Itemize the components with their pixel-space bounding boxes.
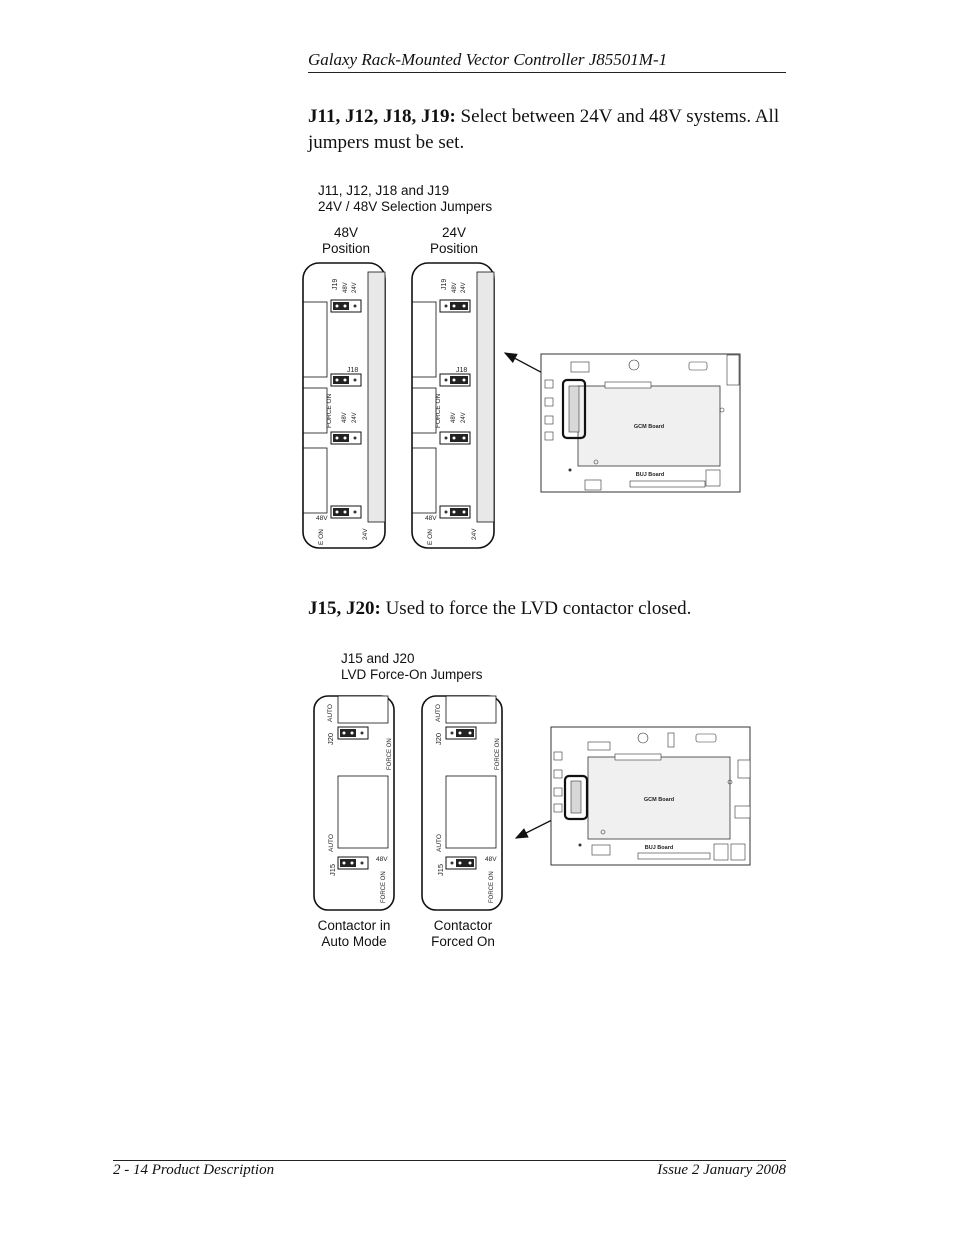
label-48v: 48V (425, 515, 437, 522)
gcm-board-label: GCM Board (633, 424, 665, 430)
label-j15: J15 (328, 863, 337, 876)
label-48v: 48V (343, 282, 349, 293)
label-24v: 24V (471, 528, 478, 540)
label-j19: J19 (332, 278, 339, 290)
label-force-on: FORCE ON (435, 393, 442, 428)
buj-board-label: BUJ Board (635, 472, 665, 478)
label-24v: 24V (352, 282, 358, 293)
label-24v: 24V (461, 282, 467, 293)
figure2-caption-line2: LVD Force-On Jumpers (341, 667, 483, 682)
panel-48v-label-line1: 48V (333, 225, 359, 240)
panel-auto-mode-label-line1: Contactor in (317, 918, 391, 933)
label-j19: J19 (441, 278, 448, 290)
label-24v: 24V (461, 412, 467, 423)
label-24v: 24V (352, 412, 358, 423)
label-auto: AUTO (327, 704, 334, 722)
label-48v: 48V (451, 412, 457, 423)
figure2-caption-line1: J15 and J20 (341, 651, 415, 666)
label-force-on: FORCE ON (387, 738, 393, 770)
label-24v: 24V (362, 528, 369, 540)
panel-auto-mode-label-line2: Auto Mode (321, 934, 387, 949)
heading-bold: J11, J12, J18, J19: (308, 106, 456, 127)
label-48v: 48V (452, 282, 458, 293)
label-force-on: FORCE ON (381, 871, 387, 903)
footer-right: Issue 2 January 2008 (657, 1162, 786, 1178)
label-48v: 48V (316, 515, 328, 522)
label-j18: J18 (347, 367, 359, 374)
label-48v: 48V (485, 856, 497, 863)
panel-24v-label-line2: Position (429, 241, 479, 256)
label-j20: J20 (326, 732, 335, 745)
label-e-on: E ON (427, 529, 434, 545)
buj-board-label: BUJ Board (644, 845, 674, 851)
running-header: Galaxy Rack-Mounted Vector Controller J85501M-1 (308, 50, 668, 69)
footer-left: 2 - 14 Product Description (113, 1162, 275, 1178)
label-force-on: FORCE ON (495, 738, 501, 770)
figure1-caption-line1: J11, J12, J18 and J19 (318, 183, 450, 198)
label-auto: AUTO (328, 834, 335, 852)
label-force-on: FORCE ON (489, 871, 495, 903)
label-j18: J18 (456, 367, 468, 374)
panel-forced-on-label-line2: Forced On (431, 934, 495, 949)
gcm-board-label: GCM Board (643, 797, 675, 803)
footer-rule (113, 1160, 786, 1161)
controller-board-overview (551, 727, 750, 865)
label-48v: 48V (342, 412, 348, 423)
panel-contactor-forced-on (422, 696, 502, 910)
heading-text: Used to force the LVD contactor closed. (380, 598, 692, 619)
label-48v: 48V (376, 856, 388, 863)
panel-24v-label-line1: 24V (441, 225, 467, 240)
panel-48v-label-line2: Position (321, 241, 371, 256)
label-j15: J15 (436, 863, 445, 876)
label-j20: J20 (434, 732, 443, 745)
label-auto: AUTO (435, 704, 442, 722)
heading-text: Select between 24V and 48V systems. All jumpers must be set. (308, 106, 780, 153)
label-force-on: FORCE ON (326, 393, 333, 428)
heading-bold: J15, J20: (308, 598, 381, 619)
label-auto: AUTO (436, 834, 443, 852)
figure1-caption-line2: 24V / 48V Selection Jumpers (318, 199, 493, 214)
panel-forced-on-label-line1: Contactor (433, 918, 493, 933)
panel-contactor-auto-mode (314, 696, 394, 910)
label-e-on: E ON (318, 529, 325, 545)
